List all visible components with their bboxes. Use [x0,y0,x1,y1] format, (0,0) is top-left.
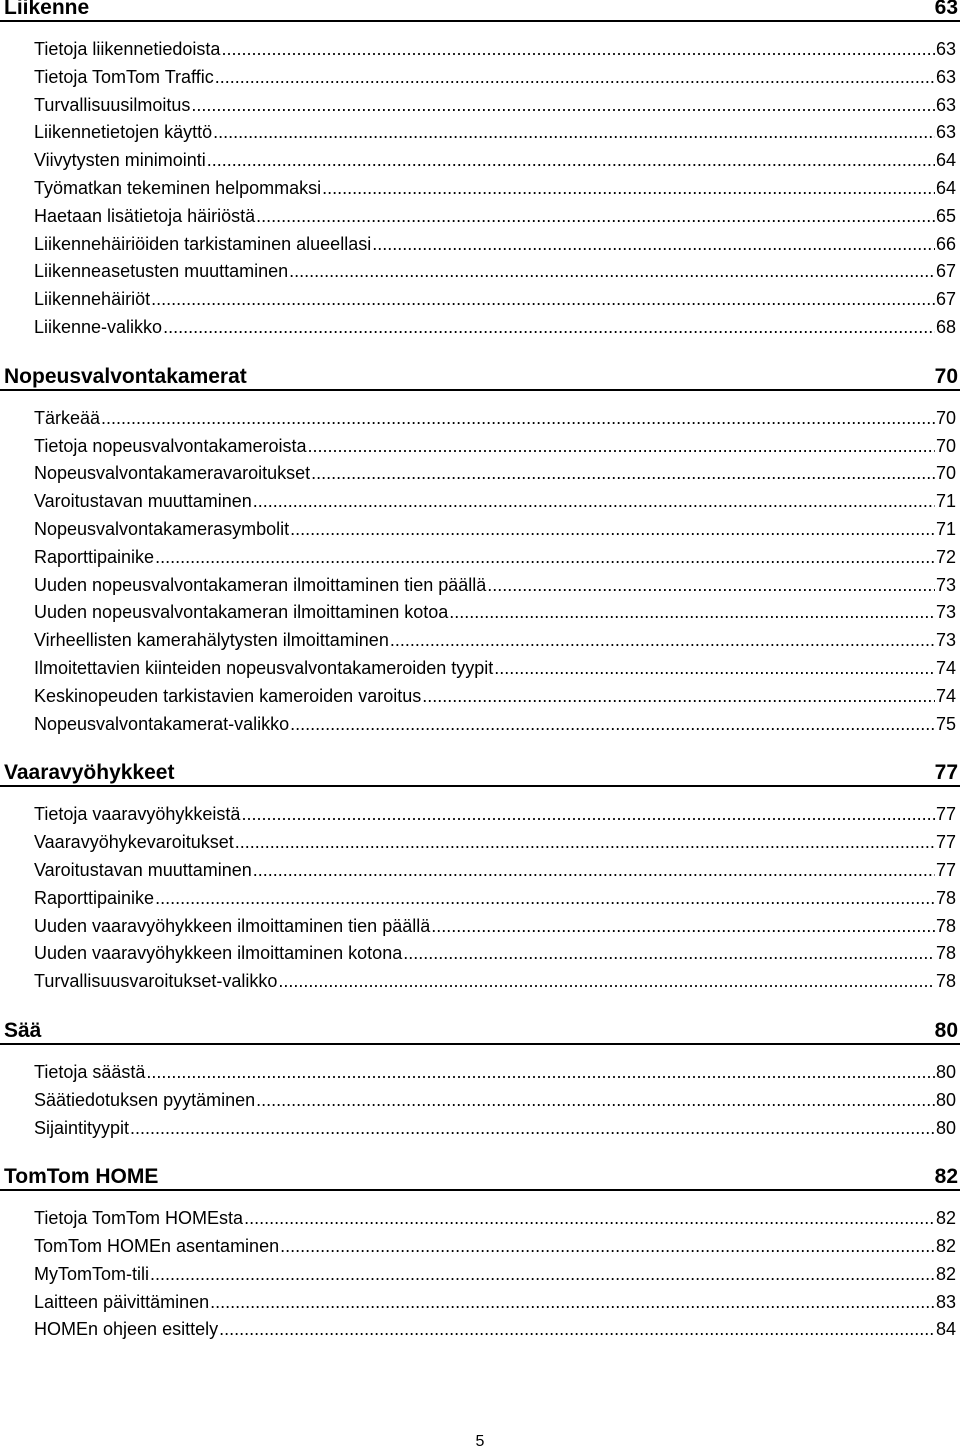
dot-leader [253,857,935,885]
toc-entry[interactable] [0,1087,960,1115]
dot-leader [322,175,935,203]
dot-leader [290,516,935,544]
toc-entry-label: Työmatkan tekeminen helpommaksi [34,177,322,198]
section-title: Liikenne [4,0,90,19]
toc-entry-page-number: 78 [935,971,956,992]
section-page-number: 82 [934,1165,958,1189]
dot-leader [215,64,935,92]
toc-entry[interactable] [0,968,960,996]
toc-entry[interactable] [0,829,960,857]
toc-entry-label: Turvallisuusvaroitukset-valikko [34,971,278,992]
toc-entry[interactable] [0,1261,960,1289]
toc-entry-page-number: 78 [935,887,956,908]
toc-entry-label: Tietoja nopeusvalvontakameroista [34,435,307,456]
toc-entry-page-number: 71 [935,491,956,512]
dot-leader [431,913,935,941]
toc-entry-label: Ilmoitettavien kiinteiden nopeusvalvontakameroiden tyypit [34,657,494,678]
toc-entry-label: MyTomTom-tili [34,1263,149,1284]
toc-entry[interactable] [0,203,960,231]
dot-leader [101,405,935,433]
section-entries [0,22,960,342]
dot-leader [278,968,935,996]
dot-leader [155,544,935,572]
section-entries [0,787,960,996]
toc-entry-page-number: 64 [935,150,956,171]
toc-entry-label: Varoitustavan muuttaminen [34,859,252,880]
toc-entry-label: Viivytysten minimointi [34,150,206,171]
section-heading[interactable] [0,0,960,22]
section-entries [0,391,960,739]
toc-entry-label: Uuden nopeusvalvontakameran ilmoittaminen tien päällä [34,574,487,595]
dot-leader [150,1261,935,1289]
section-page-number: 70 [934,364,958,388]
toc-entry-page-number: 63 [935,39,956,59]
toc-entry[interactable] [0,940,960,968]
toc-entry-label: Laitteen päivittäminen [34,1291,210,1312]
toc-entry-page-number: 83 [935,1291,956,1312]
toc-entry-page-number: 73 [935,574,956,595]
toc-entry-label: Nopeusvalvontakameravaroitukset [34,463,311,484]
toc-entry[interactable] [0,433,960,461]
section-heading[interactable] [0,1019,960,1045]
section-title: TomTom HOME [4,1165,159,1189]
dot-leader [210,1289,935,1317]
toc-section-tomtom-home [0,1165,960,1344]
toc-entry-label: Uuden vaaravyöhykkeen ilmoittaminen kotona [34,943,403,964]
toc-section-liikenne [0,0,960,342]
toc-entry-label: Tietoja TomTom HOMEsta [34,1208,244,1229]
toc-entry[interactable] [0,885,960,913]
toc-entry-label: Tietoja säästä [34,1061,146,1082]
toc-entry[interactable] [0,572,960,600]
toc-entry[interactable] [0,231,960,259]
toc-entry[interactable] [0,655,960,683]
toc-entry[interactable] [0,64,960,92]
toc-entry-label: TomTom HOMEn asentaminen [34,1236,280,1257]
toc-entry-page-number: 80 [935,1117,956,1138]
dot-leader [130,1115,935,1143]
toc-entry-page-number: 70 [935,407,956,428]
toc-entry-label: Varoitustavan muuttaminen [34,491,252,512]
toc-section-saa [0,1019,960,1142]
toc-entry-label: Tietoja TomTom Traffic [34,66,214,87]
toc-entry-page-number: 73 [935,602,956,623]
dot-leader [191,92,935,120]
toc-entry-page-number: 82 [935,1263,956,1284]
section-title: Sää [4,1018,42,1042]
toc-entry-page-number: 70 [935,463,956,484]
dot-leader [256,203,935,231]
toc-entry-label: Liikennetietojen käyttö [34,122,213,143]
toc-entry-page-number: 74 [935,685,956,706]
toc-section-vaaravyohykkeet [0,761,960,996]
section-heading[interactable] [0,1165,960,1191]
dot-leader [221,36,935,64]
toc-entry[interactable] [0,286,960,314]
toc-entry-page-number: 65 [935,205,956,226]
toc-entry-page-number: 84 [935,1319,956,1340]
toc-entry-page-number: 77 [935,832,956,853]
toc-entry[interactable] [0,488,960,516]
toc-entry[interactable] [0,258,960,286]
dot-leader [280,1233,935,1261]
toc-entry-page-number: 71 [935,518,956,539]
dot-leader [219,1316,935,1344]
toc-entry-page-number: 78 [935,915,956,936]
toc-entry[interactable] [0,314,960,342]
section-heading[interactable] [0,761,960,787]
toc-entry-page-number: 80 [935,1061,956,1082]
toc-entry[interactable] [0,683,960,711]
section-title: Vaaravyöhykkeet [4,761,175,785]
toc-entry-page-number: 75 [935,713,956,734]
toc-entry-label: Nopeusvalvontakamerasymbolit [34,518,290,539]
dot-leader [390,627,935,655]
toc-entry-label: Keskinopeuden tarkistavien kameroiden varoitus [34,685,422,706]
toc-entry[interactable] [0,175,960,203]
toc-entry-page-number: 82 [935,1208,956,1229]
dot-leader [207,147,935,175]
dot-leader [311,460,935,488]
dot-leader [256,1087,935,1115]
toc-entry[interactable] [0,711,960,739]
section-title: Nopeusvalvontakamerat [4,364,247,388]
toc-entry-label: Liikennehäiriöt [34,289,151,310]
dot-leader [372,231,935,259]
dot-leader [155,885,935,913]
toc-entry-page-number: 68 [935,316,956,337]
toc-entry[interactable] [0,544,960,572]
toc-entry[interactable] [0,460,960,488]
footer-page-number: 5 [475,1433,485,1450]
toc-entry-label: Uuden vaaravyöhykkeen ilmoittaminen tien päällä [34,915,431,936]
dot-leader [422,683,935,711]
toc-entry-label: HOMEn ohjeen esittely [34,1319,219,1340]
dot-leader [449,599,935,627]
dot-leader [494,655,935,683]
toc-entry-page-number: 77 [935,859,956,880]
section-entries [0,1045,960,1142]
toc-entry[interactable] [0,36,960,64]
toc-entry-label: Liikennehäiriöiden tarkistaminen alueellasi [34,233,372,254]
toc-entry-page-number: 73 [935,630,956,651]
toc-entry[interactable] [0,516,960,544]
toc-entry-page-number: 63 [935,66,956,87]
toc-entry-label: Haetaan lisätietoja häiriöstä [34,205,256,226]
section-heading[interactable] [0,365,960,391]
toc-entry-label: Tietoja vaaravyöhykkeistä [34,804,241,825]
toc-entry[interactable] [0,1316,960,1344]
toc-entry[interactable] [0,1205,960,1233]
toc-entry[interactable] [0,1059,960,1087]
section-entries [0,1191,960,1344]
dot-leader [403,940,935,968]
toc-entry-label: Virheellisten kamerahälytysten ilmoittaminen [34,630,389,651]
section-page-number: 77 [934,761,958,785]
toc-entry-label: Vaaravyöhykevaroitukset [34,832,234,853]
toc-entry[interactable] [0,1115,960,1143]
toc-entry-page-number: 70 [935,435,956,456]
toc-entry[interactable] [0,913,960,941]
toc-entry-label: Uuden nopeusvalvontakameran ilmoittaminen kotoa [34,602,449,623]
toc-entry-page-number: 63 [935,94,956,115]
toc-entry-label: Tärkeää [34,407,101,428]
toc-entry-label: Raporttipainike [34,546,155,567]
toc-entry-label: Liikenneasetusten muuttaminen [34,261,289,282]
dot-leader [487,572,935,600]
toc-entry[interactable] [0,857,960,885]
dot-leader [235,829,935,857]
dot-leader [241,801,935,829]
toc-entry-label: Säätiedotuksen pyytäminen [34,1089,256,1110]
toc-entry-label: Nopeusvalvontakamerat-valikko [34,713,290,734]
dot-leader [146,1059,935,1087]
dot-leader [163,314,935,342]
toc-entry[interactable] [0,147,960,175]
toc-entry[interactable] [0,405,960,433]
toc-entry[interactable] [0,599,960,627]
toc-section-nopeusvalvontakamerat [0,365,960,739]
toc-entry[interactable] [0,119,960,147]
dot-leader [253,488,935,516]
toc-entry[interactable] [0,627,960,655]
toc-entry[interactable] [0,1233,960,1261]
toc-entry-page-number: 67 [935,289,956,310]
toc-entry-page-number: 64 [935,177,956,198]
dot-leader [290,711,935,739]
toc-entry[interactable] [0,1289,960,1317]
dot-leader [289,258,935,286]
toc-entry-page-number: 78 [935,943,956,964]
toc-entry-label: Turvallisuusilmoitus [34,94,191,115]
toc-entry-page-number: 80 [935,1089,956,1110]
toc-entry-label: Tietoja liikennetiedoista [34,39,221,59]
toc-entry-page-number: 63 [935,122,956,143]
toc-entry[interactable] [0,92,960,120]
toc-entry-page-number: 66 [935,233,956,254]
dot-leader [213,119,935,147]
section-page-number: 80 [934,1018,958,1042]
dot-leader [244,1205,935,1233]
toc-entry-page-number: 82 [935,1236,956,1257]
toc-entry-label: Liikenne-valikko [34,316,163,337]
dot-leader [151,286,935,314]
toc-entry-page-number: 77 [935,804,956,825]
toc-entry-page-number: 67 [935,261,956,282]
toc-entry-label: Sijaintityypit [34,1117,130,1138]
toc-entry[interactable] [0,801,960,829]
toc-entry-label: Raporttipainike [34,887,155,908]
section-page-number: 63 [934,0,958,19]
toc-entry-page-number: 72 [935,546,956,567]
dot-leader [308,433,935,461]
toc-entry-page-number: 74 [935,657,956,678]
